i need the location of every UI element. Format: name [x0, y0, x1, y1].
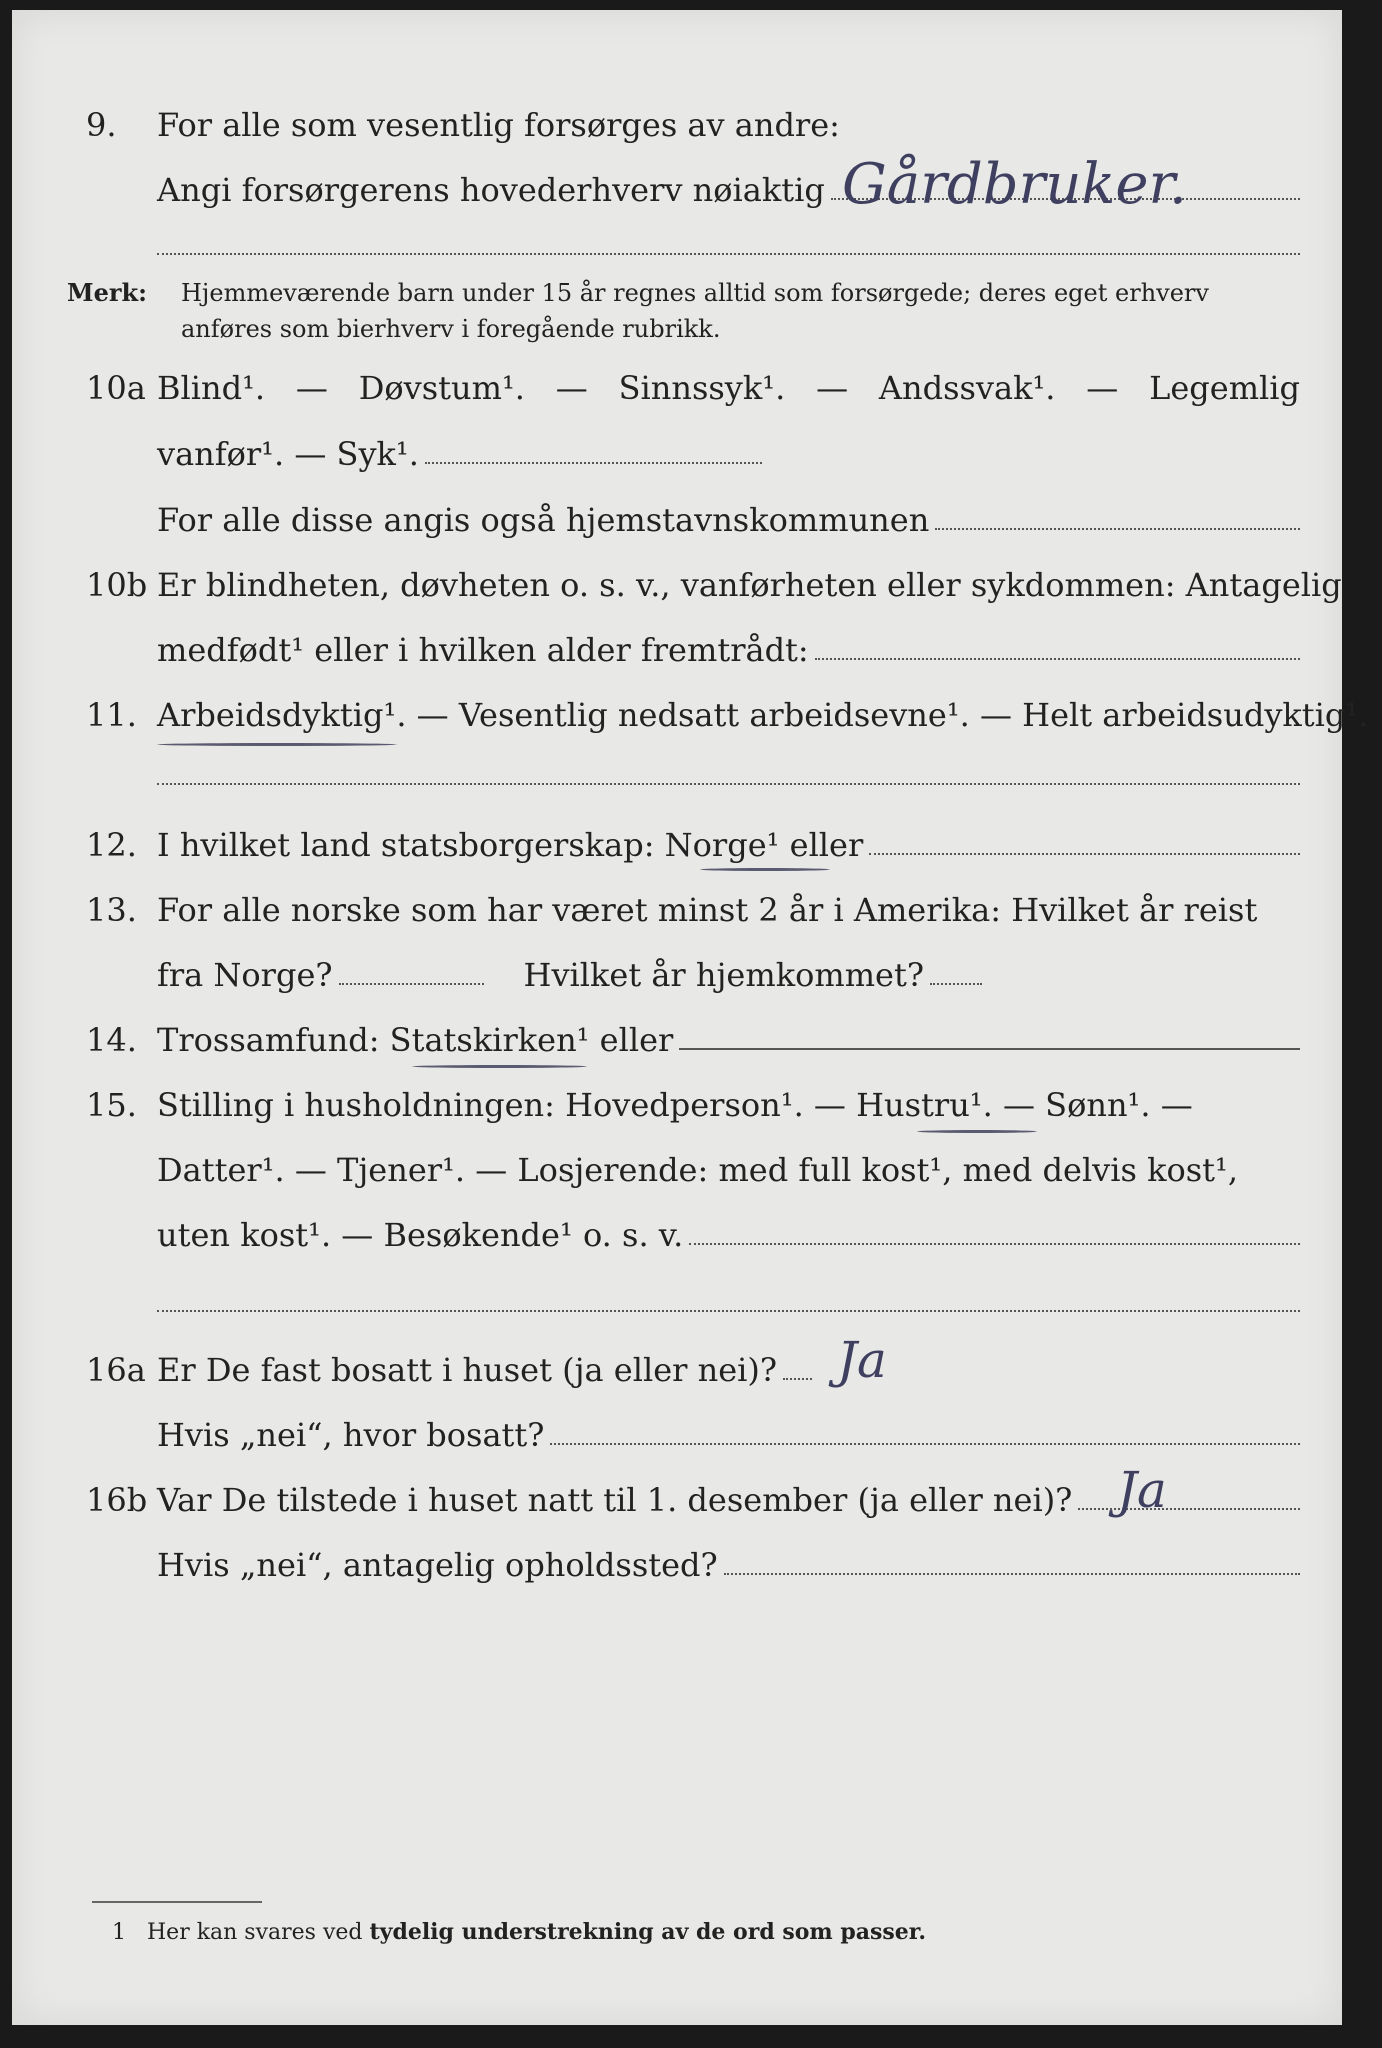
dash: —	[1086, 369, 1119, 407]
item-9-text: For alle som vesentlig forsørges av andre:	[157, 106, 840, 144]
item-16b-answer-line	[1078, 1507, 1300, 1510]
item-13-text-2a: fra Norge?	[157, 956, 333, 994]
item-9-number: 9.	[86, 106, 117, 144]
item-11-text: Arbeidsdyktig¹. — Vesentlig nedsatt arbeidsevne¹. — Helt arbeidsudyktig¹.	[157, 696, 1369, 734]
option-blind: Blind¹.	[157, 369, 266, 407]
item-10a-text-3: For alle disse angis også hjemstavnskommunen	[157, 501, 930, 539]
item-12-answer-line	[869, 852, 1300, 855]
item-13-number: 13.	[86, 891, 137, 929]
merk-row1	[67, 275, 1300, 311]
item-9-handwritten-answer: Gårdbruker.	[842, 152, 1187, 217]
item-16b-handwritten-answer: Ja	[1117, 1461, 1167, 1519]
dash: —	[295, 369, 328, 407]
item-10b-number: 10b	[86, 566, 148, 604]
item-15-text-3: uten kost¹. — Besøkende¹ o. s. v.	[157, 1216, 684, 1254]
item-14-text: Trossamfund: Statskirken¹ eller	[157, 1021, 674, 1059]
item-13-left-answer-line	[339, 982, 484, 985]
item-16a-residence-line	[550, 1442, 1300, 1445]
option-andssvak: Andssvak¹.	[878, 369, 1056, 407]
item-16a-text-2: Hvis „nei“, hvor bosatt?	[157, 1416, 545, 1454]
item-16a-number: 16a	[86, 1351, 146, 1389]
item-13-text-2b: Hvilket år hjemkommet?	[523, 956, 924, 994]
item-11-underline-mark	[157, 743, 397, 746]
merk-label: Merk:	[67, 278, 147, 307]
item-15-text-2: Datter¹. — Tjener¹. — Losjerende: med full kost¹, med delvis kost¹,	[157, 1151, 1239, 1189]
option-sinnssyk: Sinnssyk¹.	[618, 369, 786, 407]
item-10b-text-1: Er blindheten, døvheten o. s. v., vanførheten eller sykdommen: Antagelig	[157, 566, 1342, 604]
item-10a-hometown-line	[935, 527, 1300, 530]
merk-text-1: Hjemmeværende barn under 15 år regnes alltid som forsørgede; deres eget erhverv	[181, 279, 1209, 307]
item-13-right-answer-line	[930, 982, 982, 985]
item-10a-options	[157, 368, 1300, 408]
item-10b-text-2: medfødt¹ eller i hvilken alder fremtrådt:	[157, 631, 809, 669]
item-9-occupation-label: Angi forsørgerens hovederhverv nøiaktig	[157, 171, 825, 209]
item-16a-answer-line	[783, 1377, 812, 1380]
dash: —	[816, 369, 849, 407]
footnote-text-b: tydelig understrekning av de ord som passer.	[369, 1919, 926, 1945]
item-16b-text-2: Hvis „nei“, antagelig opholdssted?	[157, 1546, 718, 1584]
item-12-text: I hvilket land statsborgerskap: Norge¹ eller	[157, 826, 864, 864]
option-dovstum: Døvstum¹.	[358, 369, 525, 407]
footnote-separator	[92, 1901, 262, 1903]
item-12-underline-mark	[700, 868, 830, 871]
item-14-answer-line	[679, 1047, 1300, 1050]
item-15-underline-mark	[917, 1130, 1037, 1133]
item-13-text-1: For alle norske som har været minst 2 år i Amerika: Hvilket år reist	[157, 891, 1258, 929]
footnote	[112, 1917, 926, 1948]
item-15-answer-line	[689, 1242, 1300, 1245]
footnote-marker: 1	[112, 1920, 126, 1945]
option-legemlig: Legemlig	[1149, 369, 1300, 407]
item-11-extra-line	[157, 783, 1300, 785]
item-15-extra-line	[157, 1310, 1300, 1312]
census-form-page	[12, 10, 1369, 2025]
item-11-number: 11.	[86, 696, 137, 734]
item-10a-answer-line	[425, 461, 762, 464]
item-10b-answer-line	[815, 657, 1300, 660]
footnote-text-a: Her kan svares ved	[146, 1920, 363, 1945]
item-16a-text-1: Er De fast bosatt i huset (ja eller nei)?	[157, 1351, 778, 1389]
item-15-text-1: Stilling i husholdningen: Hovedperson¹. — Hustru¹. — Sønn¹. —	[157, 1086, 1193, 1124]
item-16a-handwritten-answer: Ja	[837, 1331, 887, 1389]
item-10a-text-2: vanfør¹. — Syk¹.	[157, 435, 419, 473]
item-15-number: 15.	[86, 1086, 137, 1124]
dash: —	[555, 369, 588, 407]
item-14-underline-mark	[412, 1065, 587, 1068]
item-14-number: 14.	[86, 1021, 137, 1059]
item-12-number: 12.	[86, 826, 137, 864]
item-16b-text-1: Var De tilstede i huset natt til 1. desember (ja eller nei)?	[157, 1481, 1073, 1519]
item-16b-number: 16b	[86, 1481, 148, 1519]
merk-text-2: anføres som bierhverv i foregående rubrikk.	[181, 315, 721, 343]
item-9-extra-line	[157, 253, 1300, 255]
item-16b-location-line	[724, 1572, 1300, 1575]
item-10a-number: 10a	[86, 369, 146, 407]
